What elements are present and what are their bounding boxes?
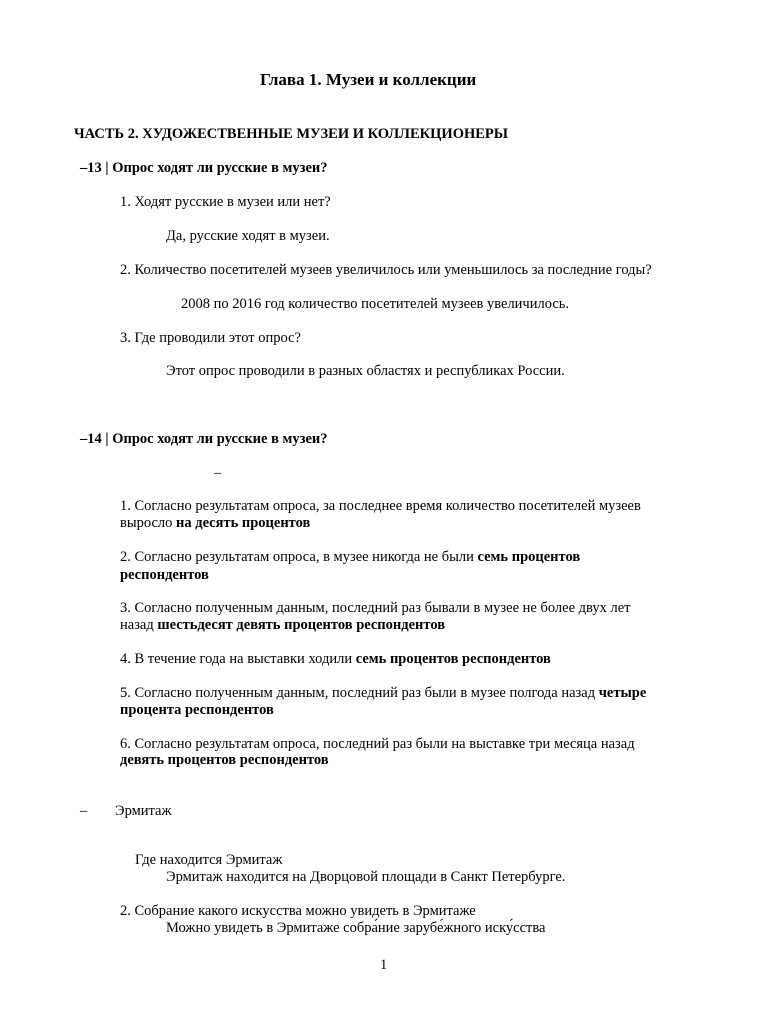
s14-item-4-text: 4. В течение года на выставки ходили: [120, 651, 356, 667]
hermitage-answer-1: Эрмитаж находится на Дворцовой площади в Санкт Петербурге.: [166, 869, 566, 885]
s14-item-2-line-2: респондентов: [120, 567, 209, 583]
hermitage-question-1: Где находится Эрмитаж: [135, 852, 283, 868]
s13-answer-1: Да, русские ходят в музеи.: [166, 228, 330, 244]
s14-item-1-line-1: 1. Согласно результатам опроса, за последнее время количество посетителей музеев: [120, 498, 641, 514]
s14-item-6-line-2: девять процентов респондентов: [120, 752, 329, 768]
s14-item-6-line-1: 6. Согласно результатам опроса, последний раз были на выставке три месяца назад: [120, 736, 635, 752]
hermitage-dash: –: [80, 803, 88, 819]
s14-item-3-line-2: [120, 617, 445, 634]
s14-item-1-text: выросло: [120, 515, 176, 531]
hermitage-heading: Эрмитаж: [115, 803, 172, 819]
s14-item-5-line-1: [120, 685, 646, 702]
s14-item-1-highlight: на десять процентов: [176, 515, 311, 531]
s14-item-2-text: 2. Согласно результатам опроса, в музее никогда не были: [120, 549, 478, 565]
s14-item-5-highlight: четыре: [598, 685, 647, 701]
s13-question-1: 1. Ходят русские в музеи или нет?: [120, 194, 331, 210]
s13-answer-2: 2008 по 2016 год количество посетителей музеев увеличилось.: [181, 296, 570, 312]
s14-item-3-line-1: 3. Согласно полученным данным, последний раз бывали в музее не более двух лет: [120, 600, 631, 616]
part-heading: ЧАСТЬ 2. ХУДОЖЕСТВЕННЫЕ МУЗЕИ И КОЛЛЕКЦИОНЕРЫ: [74, 126, 509, 142]
s14-item-2-line-1: [120, 549, 580, 566]
s14-item-5-text: 5. Согласно полученным данным, последний раз были в музее полгода назад: [120, 685, 599, 701]
s14-item-3-text: назад: [120, 617, 158, 633]
s14-item-5-line-2: процента респондентов: [120, 702, 274, 718]
s14-item-3-highlight: шестьдесят девять процентов респондентов: [157, 617, 446, 633]
s13-question-3: 3. Где проводили этот опрос?: [120, 330, 301, 346]
hermitage-answer-2: Можно увидеть в Эрмитаже собра́ние зарубе́жного иску́сства: [166, 920, 546, 936]
page-number: 1: [380, 957, 388, 973]
hermitage-question-2: 2. Собрание какого искусства можно увидеть в Эрмитаже: [120, 903, 476, 919]
s14-dash: –: [214, 465, 222, 481]
s14-item-4: [120, 651, 551, 668]
s14-item-2-highlight: семь процентов: [477, 549, 581, 565]
s13-question-2: 2. Количество посетителей музеев увеличилось или уменьшилось за последние годы?: [120, 262, 652, 278]
page-title: Глава 1. Музеи и коллекции: [260, 70, 477, 89]
section-13-heading: –13 | Опрос ходят ли русские в музеи?: [80, 160, 328, 176]
s14-item-4-highlight: семь процентов респондентов: [355, 651, 551, 667]
s13-answer-3: Этот опрос проводили в разных областях и республиках России.: [166, 363, 565, 379]
section-14-heading: –14 | Опрос ходят ли русские в музеи?: [80, 431, 328, 447]
s14-item-1-line-2: [120, 515, 310, 532]
